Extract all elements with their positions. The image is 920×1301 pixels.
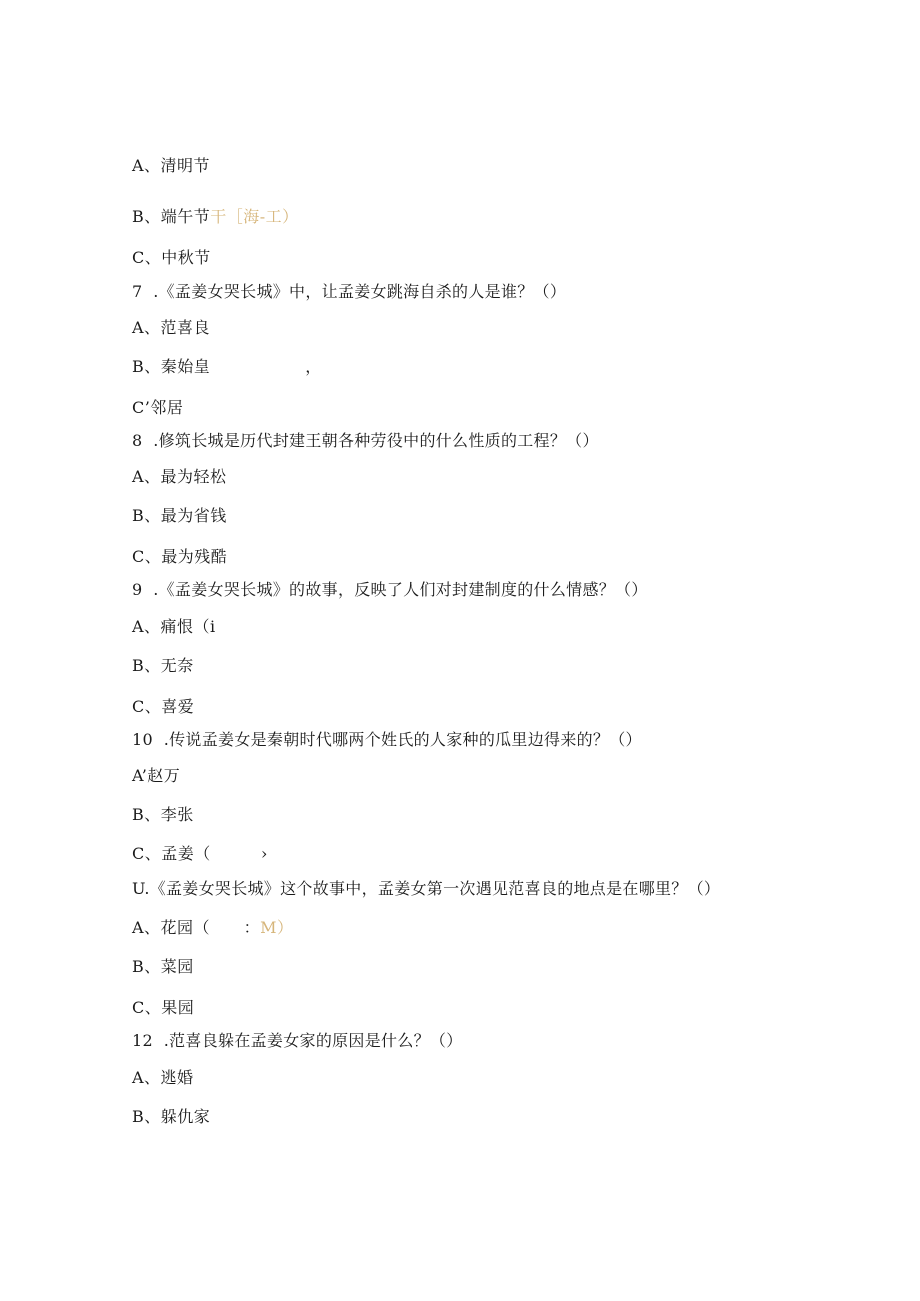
question-8: 8 .修筑长城是历代封建王朝各种劳役中的什么性质的工程？（） [132,431,599,450]
question-11: U.《孟姜女哭长城》这个故事中，孟姜女第一次遇见范喜良的地点是在哪里？（） [132,879,721,898]
option-c-zuiweicanku: C、最为残酷 [132,547,228,566]
option-a-zhaowan: A’赵万 [132,766,181,785]
option-c-guoyuan: C、果园 [132,998,195,1017]
option-b-wunai: B、无奈 [132,656,194,675]
option-a-qingming: A、清明节 [132,156,211,175]
option-b-duochoujia: B、躲仇家 [132,1107,211,1126]
option-c-xiai: C、喜爱 [132,697,195,716]
option-a-taohun: A、逃婚 [132,1068,194,1087]
question-7: 7 .《孟姜女哭长城》中，让孟姜女跳海自杀的人是谁？（） [132,282,567,301]
option-a-huayuan [132,918,293,938]
option-b-lizhang: B、李张 [132,805,194,824]
question-9: 9 .《孟姜女哭长城》的故事，反映了人们对封建制度的什么情感？（） [132,580,648,599]
option-b-caiyuan: B、菜园 [132,957,194,976]
option-text: A、花园（ ： [132,918,261,937]
option-b-qinshihuang: B、秦始皇 ， [132,357,322,376]
question-10: 10 .传说孟姜女是秦朝时代哪两个姓氏的人家种的瓜里边得来的？（） [132,730,642,749]
option-a-zuiweiqingsong: A、最为轻松 [132,467,227,486]
option-c-zhongqiu: C、中秋节 [132,248,211,267]
handwritten-mark: 干［海-工） [210,207,299,226]
option-b-duanwu [132,207,299,227]
option-text: B、端午节 [132,207,211,226]
option-c-linju: C’邻居 [132,398,184,417]
option-a-fanxiliang: A、范喜良 [132,318,211,337]
option-c-mengjiang: C、孟姜（ › [132,844,268,863]
option-b-zuiweishengqian: B、最为省钱 [132,506,227,525]
handwritten-mark: M） [260,918,294,937]
option-a-tonghen: A、痛恨（i [132,617,216,636]
question-12: 12 .范喜良躲在孟姜女家的原因是什么？（） [132,1031,463,1050]
